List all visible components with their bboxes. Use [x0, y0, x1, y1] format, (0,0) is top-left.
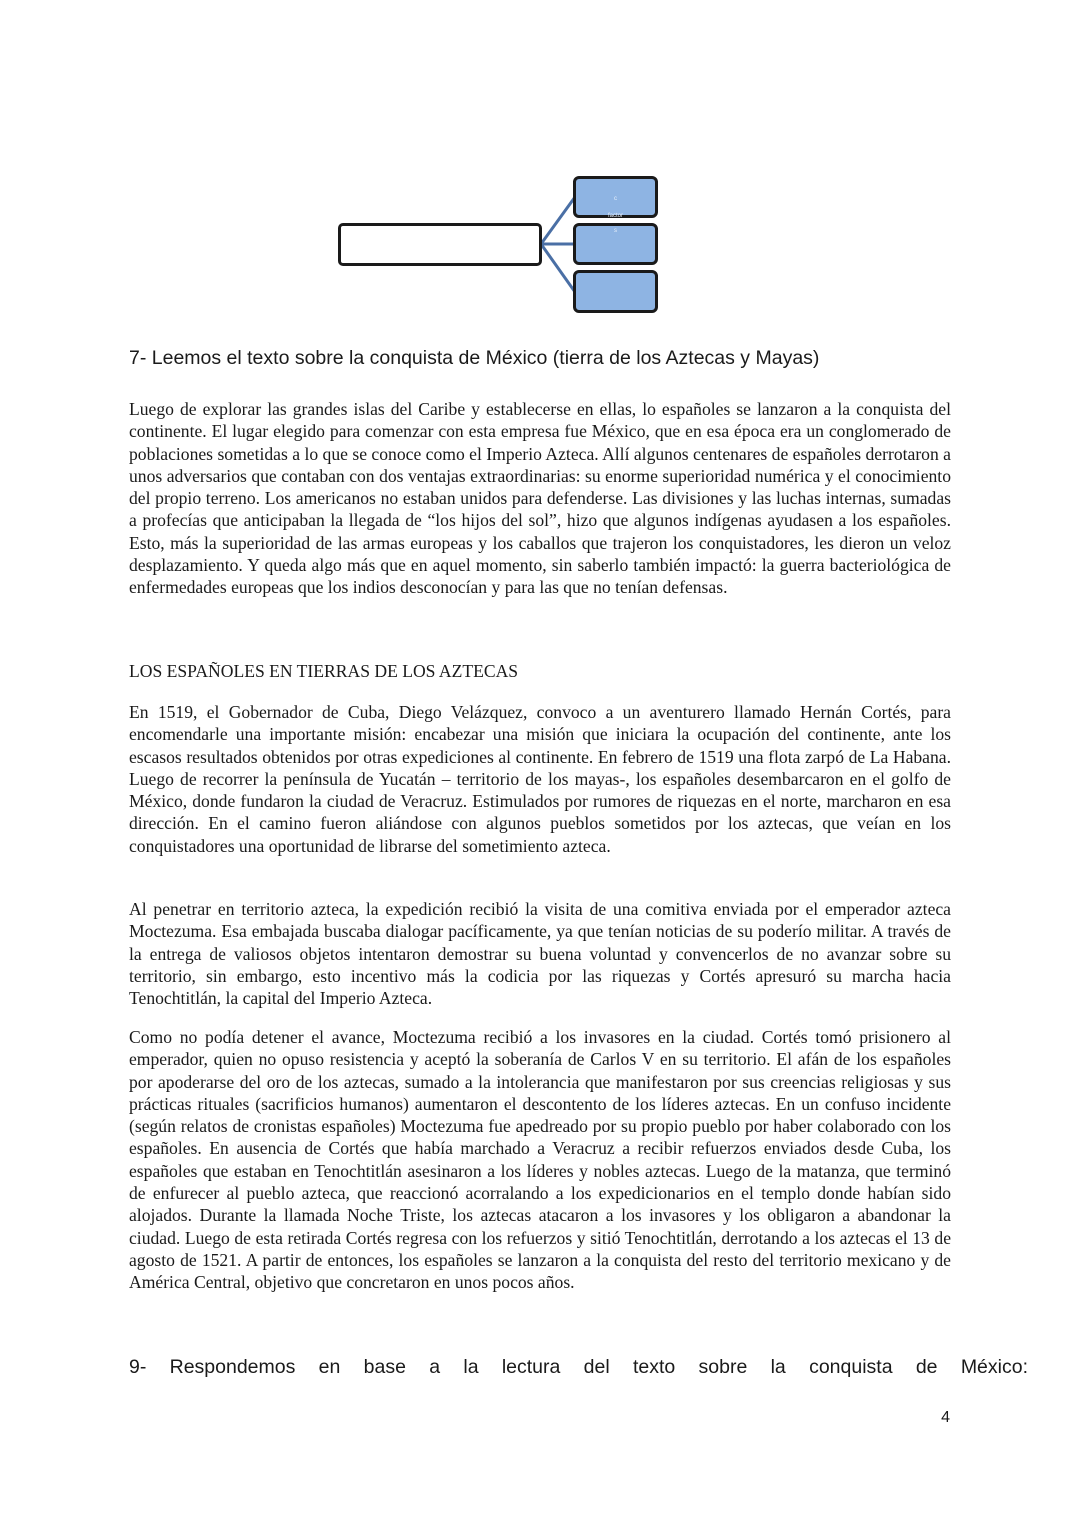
activity-9-heading: 9- Respondemos en base a la lectura del texto sobre la conquista de México: — [129, 1356, 1028, 1378]
factor-box-2[interactable] — [573, 223, 658, 265]
paragraph-penetrar: Al penetrar en territorio azteca, la expedición recibió la visita de una comitiva enviada por el emperador azteca Moctezuma. Esa embajada buscaba dialogar pacíficamente, ya que tenían noticias de su poderío militar. A través de la entrega de valiosos objetos intentaron demostrar su buena voluntad y convencerlos de no avanzar sobre su territorio, sin embargo, esto incentivo más la codicia por las riquezas y Cortés apresuró su marcha hacia Tenochtitlán, la capital del Imperio Azteca. — [129, 899, 951, 1009]
section-title: LOS ESPAÑOLES EN TIERRAS DE LOS AZTECAS — [129, 661, 519, 681]
factor-box-1-text: c — [614, 196, 617, 202]
diagram-connectors — [0, 0, 1080, 330]
factor-box-2-text: s — [614, 228, 617, 234]
factor-box-3[interactable] — [573, 270, 658, 313]
factor-box-overlap-text — [573, 212, 658, 220]
connector-bottom — [541, 244, 575, 292]
paragraph-1519: En 1519, el Gobernador de Cuba, Diego Velázquez, convoco a un aventurero llamado Hernán Cortés, para encomendarle una importante misión: encabezar una misión que iniciara la ocupación del continente, ante los escasos resultados obtenidos por otras expediciones al continente. En febrero de 1519 una flota zarpó de La Habana. Luego de recorrer la península de Yucatán – territorio de los mayas-, los españoles desembarcaron en el golfo de México, donde fundaron la ciudad de Veracruz. Estimulados por rumores de riquezas en el norte, marcharon en esa dirección. En el camino fueron aliándose con algunos pueblos sometidos por los aztecas, que veían en los conquistadores una oportunidad de librarse del sometimiento azteca. — [129, 702, 951, 856]
factors-diagram — [0, 0, 1080, 330]
main-concept-box[interactable] — [338, 223, 542, 266]
factor-label: factor — [607, 213, 623, 219]
connector-top — [541, 197, 575, 244]
page-number: 4 — [941, 1409, 950, 1426]
intro-paragraph: Luego de explorar las grandes islas del Caribe y establecerse en ellas, lo españoles se lanzaron a la conquista del continente. El lugar elegido para comenzar con esta empresa fue México, que en esa época era un conglomerado de poblaciones sometidas a lo que se conoce como el Imperio Azteca. Allí algunos centenares de españoles derrotaron a unos adversarios que contaban con dos ventajas extraordinarias: su enorme superioridad numérica y el conocimiento del propio terreno. Los americanos no estaban unidos para defenderse. Las divisiones y las luchas internas, sumadas a profecías que anticipaban la llegada de “los hijos del sol”, hizo que algunos indígenas ayudasen a los españoles. Esto, más la superioridad de las armas europeas y los caballos que trajeron los conquistadores, les dieron un veloz desplazamiento. Y queda algo más que en aquel momento, sin saberlo también impactó: la guerra bacteriológica de enfermedades europeas que los indios desconocían y para las que no tenían defensas. — [129, 399, 951, 598]
paragraph-moctezuma: Como no podía detener el avance, Moctezuma recibió a los invasores en la ciudad. Cortés tomó prisionero al emperador, quien no opuso resistencia y aceptó la soberanía de Carlos V en su territorio. El afán de los españoles por apoderarse del oro de los aztecas, sumado a la intolerancia que manifestaron por sus creencias religiosas y sus prácticas rituales (sacrificios humanos) aumentaron el descontento de los líderes aztecas. En un confuso incidente (según relatos de cronistas españoles) Moctezuma fue apedreado por su propio pueblo por haber colaborado con los españoles. En ausencia de Cortés que había marchado a Veracruz a recibir refuerzos enviados desde Cuba, los españoles que estaban en Tenochtitlán asesinaron a los líderes y nobles aztecas. Luego de la matanza, que terminó de enfurecer al pueblo azteca, que reaccionó acorralando a los expedicionarios en el templo donde habían sido alojados. Durante la llamada Noche Triste, los aztecas atacaron a los invasores y los obligaron a abandonar la ciudad. Luego de esta retirada Cortés regresa con los refuerzos y sitió Tenochtitlán, derrotando a los aztecas el 13 de agosto de 1521. A partir de entonces, los españoles se lanzaron a la conquista del resto del territorio mexicano y de América Central, objetivo que concretaron en unos pocos años. — [129, 1027, 951, 1293]
activity-7-heading: 7- Leemos el texto sobre la conquista de México (tierra de los Aztecas y Mayas) — [129, 347, 820, 369]
